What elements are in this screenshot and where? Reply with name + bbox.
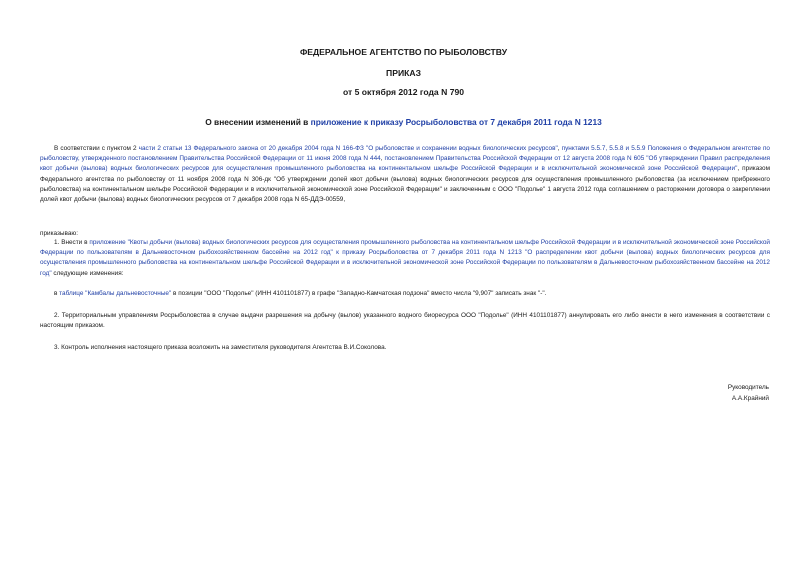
item-1-text-2: следующие изменения: [51, 269, 124, 277]
preamble-text-4: , приказом Федерального агентства по рыболовству от 11 ноября 2008 года N 306-дк "Об утверждении долей квот добычи (вылова) водных биологических ресурсов для осуществления промышленного рыболовства (за исключением прибрежного рыболовства) на континентальном шельфе Российской Федерации и в исключительной экономической зоне Российской Федерации" и заключенным с ООО "Подолье" 1 августа 2012 года соглашением о расторжении договора о закреплении долей квот добычи (вылова) водных биологических ресурсов от 7 декабря 2008 года N 65-ДДЭ-00559, [40, 165, 770, 204]
law-166-fz-link[interactable]: части 2 статьи 13 Федерального закона от 20 декабря 2004 года N 166-ФЗ "О рыболовстве и сохранении водных биологических ресурсов" [138, 145, 558, 152]
preamble-paragraph [40, 144, 770, 205]
annex-quotas-link[interactable]: приложение "Квоты добычи (вылова) водных биологических ресурсов для осуществления промышленного рыболовства на континентальном шельфе Российской Федерации и в исключительной экономической зоне Российской Федерации по пользователям в Дальневосточном рыбохозяйственном бассейне на 2012 год" к приказу Росрыболовства от 7 декабря 2011 года N 1213 "О распределении квот добычи (вылова) водных биологических ресурсов для осуществления промышленного рыболовства на континентальном шельфе Российской Федерации и в исключительной экономической зоне Российской Федерации по пользователям в Дальневосточном рыбохозяйственном бассейне на 2012 год" [40, 239, 770, 277]
subject-link[interactable]: приложение к приказу Росрыболовства от 7 декабря 2011 года N 1213 [310, 117, 602, 127]
document-date-number: от 5 октября 2012 года N 790 [342, 87, 465, 97]
agency-title: ФЕДЕРАЛЬНОЕ АГЕНТСТВО ПО РЫБОЛОВСТВУ [299, 47, 508, 57]
subject-prefix: О внесении изменений в [205, 117, 311, 127]
flounder-table-link[interactable]: таблице "Камбалы дальневосточные" [59, 290, 172, 297]
order-word: приказываю: [40, 230, 78, 237]
item-3-paragraph: 3. Контроль исполнения настоящего приказа возложить на заместителя руководителя Агентства В.И.Соколова. [54, 344, 387, 351]
item-1-paragraph [40, 238, 770, 279]
regulation-agency-link[interactable]: пунктами 5.5.7, 5.5.8 и 5.5.9 Положения о Федеральном агентстве по рыболовству, утвержденного постановлением Правительства Российской Федерации от 11 июня 2008 года N 444 [40, 145, 770, 163]
document-subject [0, 117, 807, 127]
signatory-name: А.А.Крайний [731, 395, 769, 402]
item-2-paragraph: 2. Территориальным управлениям Росрыболовства в случае выдачи разрешения на добычу (вылов) указанного водного биоресурса ООО "Подолье" (ИНН 4101101877) аннулировать его либо внести в него изменения в соответствии с настоящим приказом. [40, 312, 770, 330]
item-1-change-paragraph [40, 289, 770, 299]
preamble-text-1: В соответствии с пунктом 2 [54, 145, 139, 152]
preamble-text-2: , [557, 145, 562, 152]
preamble-text-3: , [380, 155, 385, 163]
document-type: ПРИКАЗ [386, 68, 421, 78]
change-text-2: в позиции "ООО "Подолье" (ИНН 4101101877) в графе "Западно-Камчатская подзона" вместо числа "9,907" записать знак "-". [171, 290, 547, 297]
government-decree-605-link[interactable]: постановлением Правительства Российской Федерации от 12 августа 2008 года N 605 "Об утверждении Правил распределения квот добычи (вылова) водных биологических ресурсов для осуществления промышленного рыболовства на континентальном шельфе Российской Федерации и в исключительной экономической зоне Российской Федерации" [40, 155, 770, 173]
item-1-text-1: 1. Внести в [54, 239, 90, 246]
change-text-1: в [54, 290, 60, 297]
signatory-position: Руководитель [727, 384, 769, 391]
